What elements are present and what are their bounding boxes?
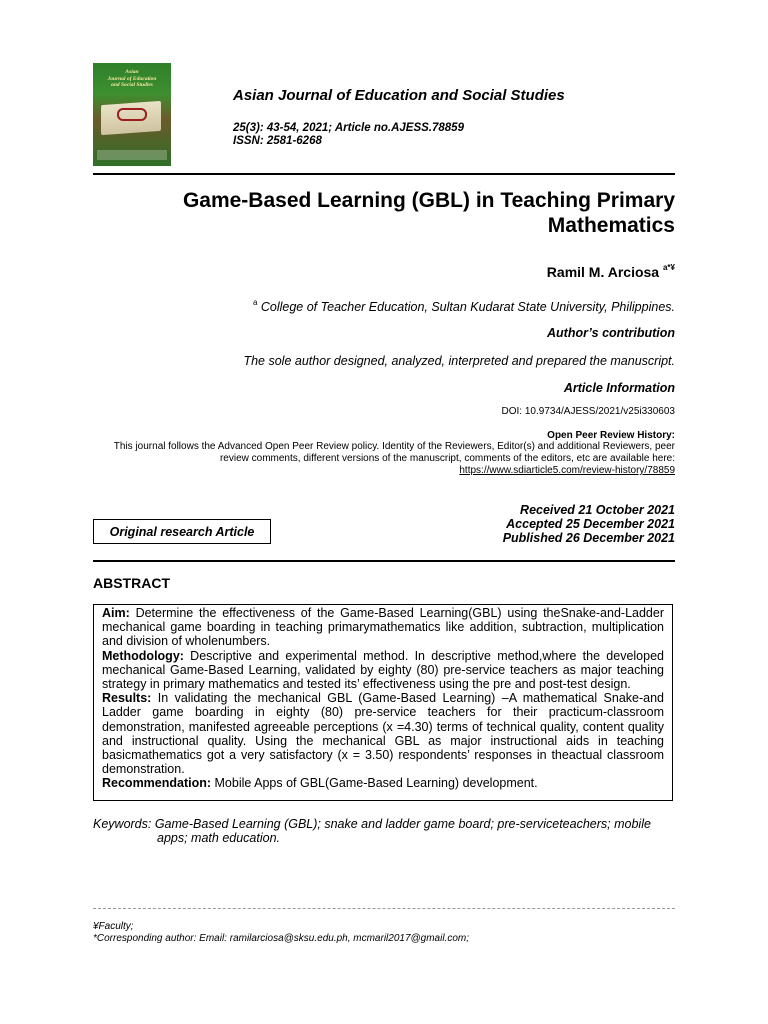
cover-title-line: and Social Studies <box>111 82 153 88</box>
affiliation-superscript: a <box>252 298 258 307</box>
abstract-aim <box>102 606 664 649</box>
peer-review-line: review comments, different versions of the manuscript, comments of the editors, etc are available here: <box>219 453 675 464</box>
affiliation <box>253 298 675 314</box>
cover-title-line: Asian <box>125 69 139 75</box>
article-type-box: Original research Article <box>93 519 271 544</box>
author-name-text: Ramil M. Arciosa <box>546 264 660 280</box>
abstract-divider <box>93 560 675 562</box>
abstract-box <box>93 604 673 801</box>
results-label: Results: <box>102 691 152 706</box>
abstract-results <box>102 691 664 776</box>
header-divider <box>93 173 675 175</box>
contribution-text: The sole author designed, analyzed, interpreted and prepared the manuscript. <box>243 354 675 368</box>
journal-citation: 25(3): 43-54, 2021; Article no.AJESS.78859 <box>233 122 464 134</box>
article-info-heading: Article Information <box>563 381 675 395</box>
peer-review-text <box>93 441 675 477</box>
journal-name: Asian Journal of Education and Social Studies <box>233 87 565 104</box>
affiliation-text: College of Teacher Education, Sultan Kudarat State University, Philippines. <box>257 300 675 314</box>
recommendation-text: Mobile Apps of GBL(Game-Based Learning) development. <box>211 776 538 791</box>
cover-glasses-illustration <box>117 108 147 121</box>
abstract-heading: ABSTRACT <box>93 575 170 591</box>
footnote-divider <box>93 908 675 909</box>
article-title <box>115 188 675 238</box>
peer-review-line: This journal follows the Advanced Open Peer Review policy. Identity of the Reviewers, Editor(s) and additional Reviewers, peer <box>113 441 675 452</box>
author-name <box>547 263 675 280</box>
journal-cover-image <box>93 63 171 166</box>
methodology-label: Methodology: <box>102 648 184 663</box>
keywords <box>93 817 675 845</box>
results-text: In validating the mechanical GBL (Game-Based Learning) –A mathematical Snake-and Ladder game boarding in eighty (80) pre-service teachers for their practicum-classroom demonstration, manifested agreeable perceptions (x =4.30) terms of technical quality, content quality and instructional quality. Using the mechanical GBL as major instructional aids in teaching basicmathematics got a very satisfactory (x = 3.50) respondents’ responses in theactual classroom demonstration. <box>102 691 664 777</box>
article-title-line: Mathematics <box>547 214 675 237</box>
cover-title-line: Journal of Education <box>107 75 157 82</box>
accepted-date: Accepted 25 December 2021 <box>506 517 675 531</box>
abstract-recommendation <box>102 776 664 790</box>
received-date: Received 21 October 2021 <box>520 503 675 517</box>
aim-text: Determine the effectiveness of the Game-Based Learning(GBL) using theSnake-and-Ladder mechanical game boarding in teaching primarymathematics like addition, subtraction, multiplication and division of wholenumbers. <box>102 606 664 649</box>
published-date: Published 26 December 2021 <box>502 531 675 545</box>
cover-footer-band <box>97 150 167 160</box>
recommendation-label: Recommendation: <box>102 776 212 791</box>
keywords-line: Keywords: Game-Based Learning (GBL); snake and ladder game board; pre-serviceteachers; mobile <box>93 817 651 831</box>
journal-issn: ISSN: 2581-6268 <box>233 135 322 147</box>
author-superscript: a*¥ <box>662 263 675 272</box>
methodology-text: Descriptive and experimental method. In descriptive method,where the developed mechanical Game-Based Learning, validated by eighty (80) pre-service teachers as major teaching strategy in primary mathematics and tested its’ effectiveness using the pre and post-test design. <box>102 648 664 692</box>
article-title-line: Game-Based Learning (GBL) in Teaching Primary <box>182 189 675 212</box>
cover-title <box>93 69 171 89</box>
contribution-heading: Author’s contribution <box>547 326 675 340</box>
peer-review-link[interactable]: https://www.sdiarticle5.com/review-history/78859 <box>459 465 675 476</box>
footnote-corresponding: *Corresponding author: Email: ramilarciosa@sksu.edu.ph, mcmaril2017@gmail.com; <box>93 933 470 944</box>
doi: DOI: 10.9734/AJESS/2021/v25i330603 <box>501 406 675 417</box>
peer-review-heading: Open Peer Review History: <box>547 430 675 441</box>
abstract-methodology <box>102 649 664 692</box>
footnote-faculty: ¥Faculty; <box>93 921 134 932</box>
keywords-line: apps; math education. <box>157 831 280 845</box>
article-dates <box>503 503 675 545</box>
aim-label: Aim: <box>102 606 130 620</box>
